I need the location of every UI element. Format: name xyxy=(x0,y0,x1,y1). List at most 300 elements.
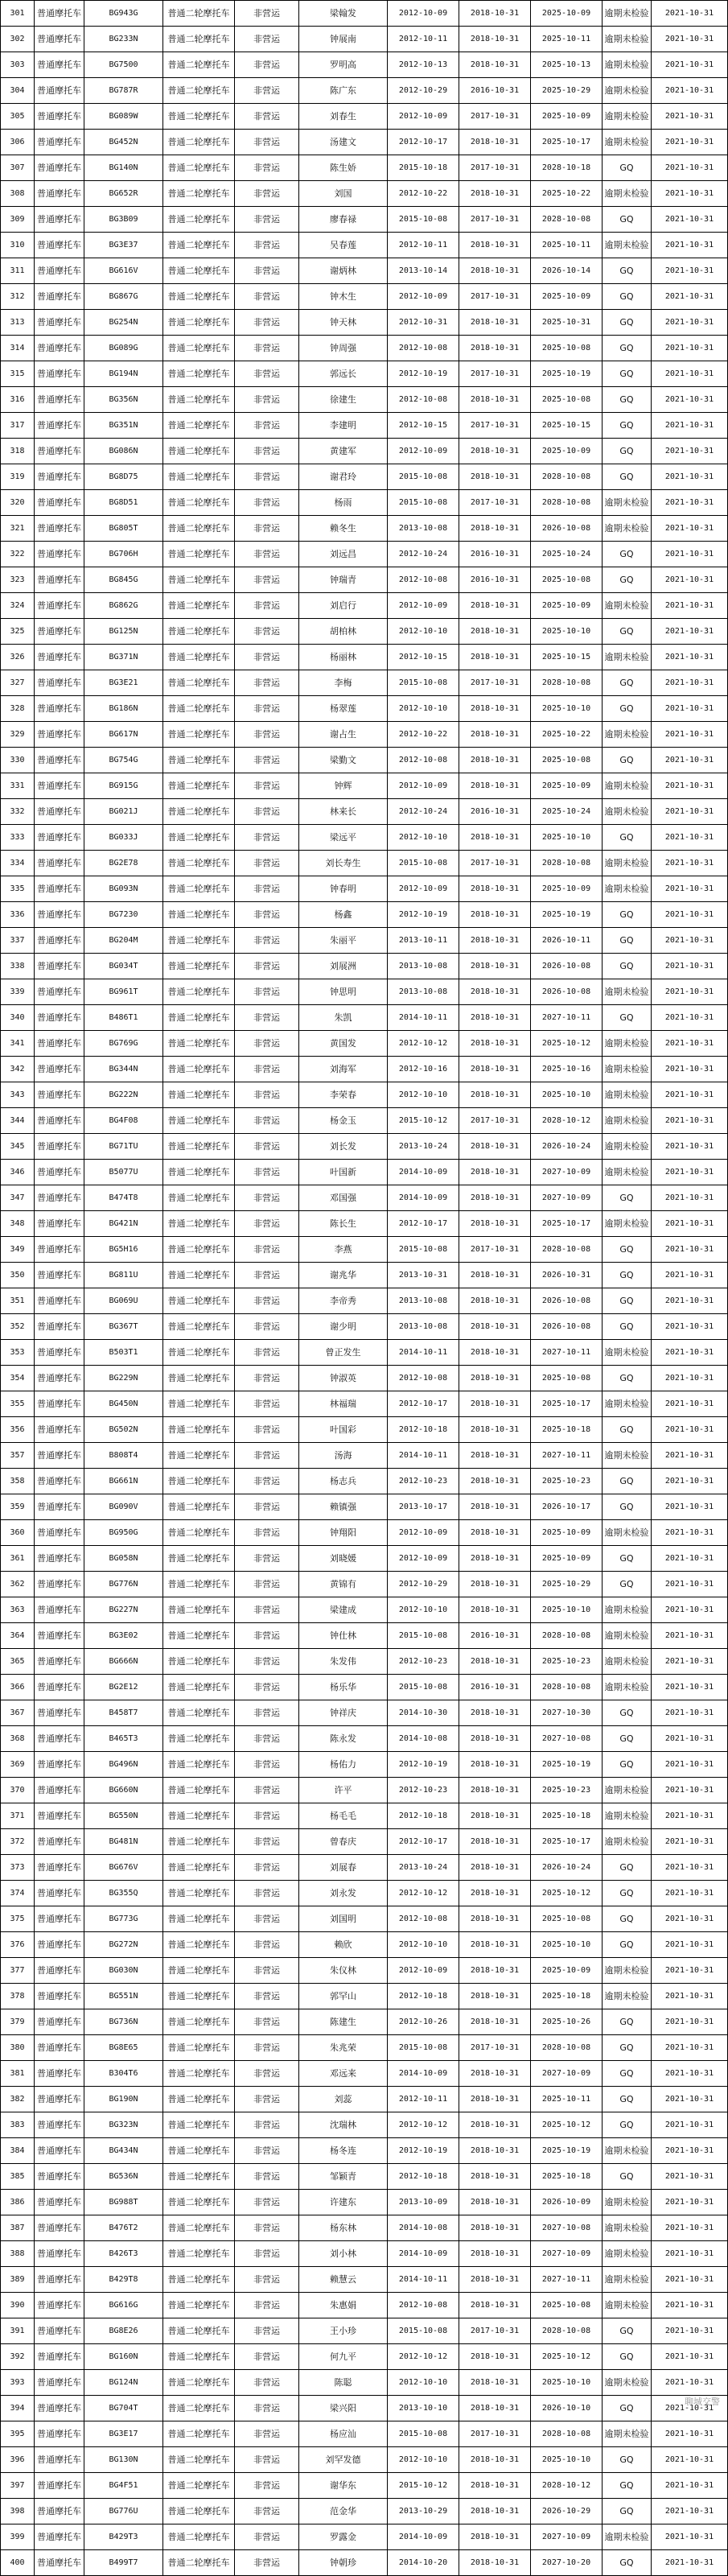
cell-index: 333 xyxy=(1,825,35,851)
cell-scrap-date: 2026-10-10 xyxy=(531,2396,603,2421)
cell-deadline-date: 2021-10-31 xyxy=(652,1263,728,1288)
cell-vehicle-type: 普通二轮摩托车 xyxy=(163,1469,235,1494)
cell-deadline-date: 2021-10-31 xyxy=(652,1546,728,1572)
cell-inspection-date: 2018-10-31 xyxy=(459,1572,531,1597)
cell-status: GQ xyxy=(603,2396,652,2421)
cell-scrap-date: 2025-10-10 xyxy=(531,696,603,722)
cell-vehicle-type: 普通二轮摩托车 xyxy=(163,1057,235,1082)
cell-plate-number: BG7230 xyxy=(84,902,163,928)
cell-scrap-date: 2025-10-23 xyxy=(531,1649,603,1675)
cell-plate-number: BG3E37 xyxy=(84,233,163,258)
cell-plate-number: BG058N xyxy=(84,1546,163,1572)
cell-index: 344 xyxy=(1,1108,35,1134)
cell-scrap-date: 2025-10-13 xyxy=(531,52,603,78)
cell-owner-name: 杨乐华 xyxy=(299,1675,388,1700)
cell-status: GQ xyxy=(603,2061,652,2087)
cell-plate-number: BG496N xyxy=(84,1752,163,1778)
cell-vehicle-type: 普通二轮摩托车 xyxy=(163,2035,235,2061)
cell-scrap-date: 2028-10-08 xyxy=(531,490,603,516)
cell-usage: 非营运 xyxy=(235,2293,299,2318)
cell-vehicle-category: 普通摩托车 xyxy=(35,2009,84,2035)
cell-vehicle-category: 普通摩托车 xyxy=(35,876,84,902)
cell-index: 369 xyxy=(1,1752,35,1778)
cell-status: GQ xyxy=(603,310,652,336)
cell-deadline-date: 2021-10-31 xyxy=(652,2241,728,2267)
cell-index: 343 xyxy=(1,1082,35,1108)
cell-index: 332 xyxy=(1,799,35,825)
table-row xyxy=(1,928,728,954)
cell-owner-name: 范金华 xyxy=(299,2499,388,2524)
cell-owner-name: 刘永发 xyxy=(299,1881,388,1906)
cell-deadline-date: 2021-10-31 xyxy=(652,1,728,27)
table-row xyxy=(1,1134,728,1160)
cell-owner-name: 杨翠莲 xyxy=(299,696,388,722)
cell-registration-date: 2012-10-10 xyxy=(388,2447,459,2473)
cell-plate-number: BG481N xyxy=(84,1829,163,1855)
cell-scrap-date: 2026-10-08 xyxy=(531,516,603,542)
cell-vehicle-category: 普通摩托车 xyxy=(35,207,84,233)
cell-vehicle-category: 普通摩托车 xyxy=(35,1494,84,1520)
cell-index: 322 xyxy=(1,542,35,567)
cell-status: GQ xyxy=(603,336,652,361)
cell-usage: 非营运 xyxy=(235,1494,299,1520)
cell-deadline-date: 2021-10-31 xyxy=(652,928,728,954)
cell-vehicle-type: 普通二轮摩托车 xyxy=(163,542,235,567)
cell-plate-number: BG704T xyxy=(84,2396,163,2421)
cell-vehicle-type: 普通二轮摩托车 xyxy=(163,2473,235,2499)
cell-plate-number: BG124N xyxy=(84,2370,163,2396)
cell-usage: 非营运 xyxy=(235,1417,299,1443)
cell-plate-number: BG773G xyxy=(84,1906,163,1932)
cell-plate-number: B503T1 xyxy=(84,1340,163,1366)
cell-registration-date: 2015-10-08 xyxy=(388,2035,459,2061)
cell-registration-date: 2013-10-24 xyxy=(388,1134,459,1160)
cell-scrap-date: 2025-10-10 xyxy=(531,619,603,645)
cell-vehicle-category: 普通摩托车 xyxy=(35,181,84,207)
cell-owner-name: 钟思明 xyxy=(299,979,388,1005)
cell-owner-name: 刘展春 xyxy=(299,1855,388,1881)
cell-vehicle-category: 普通摩托车 xyxy=(35,2267,84,2293)
cell-registration-date: 2012-10-23 xyxy=(388,1469,459,1494)
cell-inspection-date: 2018-10-31 xyxy=(459,233,531,258)
cell-owner-name: 刘晓媛 xyxy=(299,1546,388,1572)
cell-inspection-date: 2018-10-31 xyxy=(459,954,531,979)
cell-usage: 非营运 xyxy=(235,1984,299,2009)
cell-status: 逾期未检验 xyxy=(603,1082,652,1108)
cell-usage: 非营运 xyxy=(235,1726,299,1752)
cell-deadline-date: 2021-10-31 xyxy=(652,1134,728,1160)
cell-usage: 非营运 xyxy=(235,1391,299,1417)
cell-index: 397 xyxy=(1,2473,35,2499)
table-row xyxy=(1,284,728,310)
cell-vehicle-category: 普通摩托车 xyxy=(35,1185,84,1211)
cell-owner-name: 谢华东 xyxy=(299,2473,388,2499)
cell-vehicle-type: 普通二轮摩托车 xyxy=(163,284,235,310)
cell-inspection-date: 2017-10-31 xyxy=(459,207,531,233)
cell-plate-number: BG030N xyxy=(84,1958,163,1984)
cell-scrap-date: 2025-10-17 xyxy=(531,130,603,155)
cell-plate-number: B429T3 xyxy=(84,2524,163,2550)
table-row xyxy=(1,1057,728,1082)
cell-status: GQ xyxy=(603,1546,652,1572)
cell-vehicle-category: 普通摩托车 xyxy=(35,1700,84,1726)
cell-registration-date: 2012-10-18 xyxy=(388,1984,459,2009)
cell-index: 303 xyxy=(1,52,35,78)
cell-deadline-date: 2021-10-31 xyxy=(652,2164,728,2190)
cell-deadline-date: 2021-10-31 xyxy=(652,1391,728,1417)
cell-owner-name: 刘远昌 xyxy=(299,542,388,567)
cell-status: GQ xyxy=(603,1005,652,1031)
table-row xyxy=(1,1211,728,1237)
cell-status: GQ xyxy=(603,2447,652,2473)
cell-deadline-date: 2021-10-31 xyxy=(652,1237,728,1263)
cell-status: 逾期未检验 xyxy=(603,2370,652,2396)
cell-usage: 非营运 xyxy=(235,1778,299,1803)
cell-registration-date: 2012-10-15 xyxy=(388,645,459,670)
cell-status: GQ xyxy=(603,1469,652,1494)
cell-inspection-date: 2018-10-31 xyxy=(459,1597,531,1623)
cell-vehicle-type: 普通二轮摩托车 xyxy=(163,1572,235,1597)
cell-index: 359 xyxy=(1,1494,35,1520)
cell-owner-name: 梁勤文 xyxy=(299,748,388,773)
cell-inspection-date: 2018-10-31 xyxy=(459,1932,531,1958)
cell-status: GQ xyxy=(603,696,652,722)
cell-index: 350 xyxy=(1,1263,35,1288)
table-row xyxy=(1,1520,728,1546)
cell-registration-date: 2012-10-10 xyxy=(388,2370,459,2396)
cell-index: 304 xyxy=(1,78,35,104)
cell-deadline-date: 2021-10-31 xyxy=(652,567,728,593)
cell-deadline-date: 2021-10-31 xyxy=(652,1675,728,1700)
cell-plate-number: B5077U xyxy=(84,1160,163,1185)
cell-deadline-date: 2021-10-31 xyxy=(652,696,728,722)
cell-index: 346 xyxy=(1,1160,35,1185)
cell-status: 逾期未检验 xyxy=(603,2293,652,2318)
table-row xyxy=(1,1984,728,2009)
cell-registration-date: 2012-10-12 xyxy=(388,2344,459,2370)
cell-status: 逾期未检验 xyxy=(603,1958,652,1984)
cell-vehicle-type: 普通二轮摩托车 xyxy=(163,2009,235,2035)
cell-vehicle-category: 普通摩托车 xyxy=(35,1906,84,1932)
cell-vehicle-type: 普通二轮摩托车 xyxy=(163,1263,235,1288)
cell-vehicle-category: 普通摩托车 xyxy=(35,593,84,619)
cell-inspection-date: 2018-10-31 xyxy=(459,1263,531,1288)
cell-deadline-date: 2021-10-31 xyxy=(652,1572,728,1597)
cell-plate-number: BG660N xyxy=(84,1778,163,1803)
cell-status: GQ xyxy=(603,825,652,851)
table-row xyxy=(1,2138,728,2164)
cell-usage: 非营运 xyxy=(235,2318,299,2344)
cell-registration-date: 2012-10-13 xyxy=(388,52,459,78)
cell-inspection-date: 2018-10-31 xyxy=(459,2396,531,2421)
cell-owner-name: 邓远来 xyxy=(299,2061,388,2087)
table-row xyxy=(1,1263,728,1288)
cell-scrap-date: 2028-10-08 xyxy=(531,2421,603,2447)
cell-vehicle-category: 普通摩托车 xyxy=(35,2421,84,2447)
cell-index: 376 xyxy=(1,1932,35,1958)
cell-inspection-date: 2017-10-31 xyxy=(459,1108,531,1134)
cell-status: GQ xyxy=(603,1572,652,1597)
cell-registration-date: 2013-10-31 xyxy=(388,1263,459,1288)
cell-plate-number: BG186N xyxy=(84,696,163,722)
cell-deadline-date: 2021-10-31 xyxy=(652,2061,728,2087)
table-row xyxy=(1,902,728,928)
cell-vehicle-type: 普通二轮摩托车 xyxy=(163,2112,235,2138)
cell-usage: 非营运 xyxy=(235,1675,299,1700)
cell-scrap-date: 2025-10-09 xyxy=(531,104,603,130)
cell-owner-name: 李帝秀 xyxy=(299,1288,388,1314)
cell-status: 逾期未检验 xyxy=(603,181,652,207)
cell-status: GQ xyxy=(603,2112,652,2138)
cell-vehicle-type: 普通二轮摩托车 xyxy=(163,336,235,361)
cell-usage: 非营运 xyxy=(235,1134,299,1160)
cell-index: 345 xyxy=(1,1134,35,1160)
table-row xyxy=(1,1494,728,1520)
table-row xyxy=(1,1623,728,1649)
cell-index: 320 xyxy=(1,490,35,516)
cell-registration-date: 2013-10-09 xyxy=(388,2190,459,2215)
cell-plate-number: BG130N xyxy=(84,2447,163,2473)
cell-vehicle-category: 普通摩托车 xyxy=(35,284,84,310)
cell-index: 323 xyxy=(1,567,35,593)
cell-status: GQ xyxy=(603,258,652,284)
cell-usage: 非营运 xyxy=(235,1829,299,1855)
cell-owner-name: 徐建生 xyxy=(299,387,388,413)
cell-inspection-date: 2017-10-31 xyxy=(459,155,531,181)
cell-registration-date: 2012-10-09 xyxy=(388,593,459,619)
cell-vehicle-type: 普通二轮摩托车 xyxy=(163,722,235,748)
cell-inspection-date: 2016-10-31 xyxy=(459,799,531,825)
cell-usage: 非营运 xyxy=(235,1572,299,1597)
cell-registration-date: 2014-10-11 xyxy=(388,2267,459,2293)
cell-status: 逾期未检验 xyxy=(603,130,652,155)
cell-scrap-date: 2026-10-11 xyxy=(531,928,603,954)
cell-owner-name: 陈建生 xyxy=(299,2009,388,2035)
cell-registration-date: 2012-10-08 xyxy=(388,336,459,361)
cell-vehicle-category: 普通摩托车 xyxy=(35,1031,84,1057)
cell-vehicle-category: 普通摩托车 xyxy=(35,2344,84,2370)
cell-owner-name: 杨鑫 xyxy=(299,902,388,928)
table-row xyxy=(1,1778,728,1803)
table-row xyxy=(1,1108,728,1134)
cell-status: GQ xyxy=(603,954,652,979)
cell-usage: 非营运 xyxy=(235,361,299,387)
cell-vehicle-category: 普通摩托车 xyxy=(35,104,84,130)
cell-owner-name: 刘启行 xyxy=(299,593,388,619)
cell-scrap-date: 2025-10-08 xyxy=(531,1906,603,1932)
table-row xyxy=(1,52,728,78)
cell-vehicle-type: 普通二轮摩托车 xyxy=(163,52,235,78)
table-row xyxy=(1,310,728,336)
cell-scrap-date: 2025-10-16 xyxy=(531,1057,603,1082)
cell-deadline-date: 2021-10-31 xyxy=(652,825,728,851)
cell-status: 逾期未检验 xyxy=(603,233,652,258)
cell-scrap-date: 2025-10-12 xyxy=(531,1031,603,1057)
cell-owner-name: 谢炳林 xyxy=(299,258,388,284)
cell-status: 逾期未检验 xyxy=(603,1,652,27)
cell-registration-date: 2014-10-09 xyxy=(388,2241,459,2267)
cell-index: 334 xyxy=(1,851,35,876)
cell-plate-number: BG845G xyxy=(84,567,163,593)
cell-plate-number: BG3E21 xyxy=(84,670,163,696)
cell-registration-date: 2015-10-08 xyxy=(388,2421,459,2447)
cell-owner-name: 郭罕山 xyxy=(299,1984,388,2009)
cell-registration-date: 2012-10-11 xyxy=(388,2087,459,2112)
cell-vehicle-type: 普通二轮摩托车 xyxy=(163,1829,235,1855)
cell-registration-date: 2012-10-08 xyxy=(388,1906,459,1932)
cell-plate-number: BG950G xyxy=(84,1520,163,1546)
cell-owner-name: 陈长生 xyxy=(299,1211,388,1237)
cell-vehicle-type: 普通二轮摩托车 xyxy=(163,2215,235,2241)
cell-plate-number: BG069U xyxy=(84,1288,163,1314)
cell-inspection-date: 2017-10-31 xyxy=(459,1237,531,1263)
table-row xyxy=(1,2473,728,2499)
cell-plate-number: BG617N xyxy=(84,722,163,748)
table-row xyxy=(1,336,728,361)
cell-deadline-date: 2021-10-31 xyxy=(652,1340,728,1366)
cell-owner-name: 李荣春 xyxy=(299,1082,388,1108)
cell-plate-number: BG351N xyxy=(84,413,163,439)
cell-vehicle-category: 普通摩托车 xyxy=(35,1803,84,1829)
cell-plate-number: BG356N xyxy=(84,387,163,413)
cell-index: 385 xyxy=(1,2164,35,2190)
cell-scrap-date: 2026-10-17 xyxy=(531,1494,603,1520)
cell-registration-date: 2015-10-12 xyxy=(388,2473,459,2499)
cell-scrap-date: 2027-10-08 xyxy=(531,1726,603,1752)
cell-index: 379 xyxy=(1,2009,35,2035)
cell-registration-date: 2012-10-17 xyxy=(388,1211,459,1237)
cell-usage: 非营运 xyxy=(235,954,299,979)
cell-inspection-date: 2018-10-31 xyxy=(459,2138,531,2164)
cell-vehicle-type: 普通二轮摩托车 xyxy=(163,1031,235,1057)
cell-registration-date: 2013-10-08 xyxy=(388,516,459,542)
cell-vehicle-category: 普通摩托车 xyxy=(35,1649,84,1675)
cell-index: 310 xyxy=(1,233,35,258)
cell-inspection-date: 2018-10-31 xyxy=(459,130,531,155)
cell-registration-date: 2015-10-08 xyxy=(388,1623,459,1649)
cell-vehicle-type: 普通二轮摩托车 xyxy=(163,2061,235,2087)
cell-deadline-date: 2021-10-31 xyxy=(652,439,728,464)
table-row xyxy=(1,1160,728,1185)
cell-usage: 非营运 xyxy=(235,207,299,233)
cell-registration-date: 2012-10-08 xyxy=(388,2293,459,2318)
cell-usage: 非营运 xyxy=(235,336,299,361)
cell-vehicle-type: 普通二轮摩托车 xyxy=(163,1958,235,1984)
table-row xyxy=(1,1597,728,1623)
cell-inspection-date: 2018-10-31 xyxy=(459,1443,531,1469)
cell-scrap-date: 2027-10-11 xyxy=(531,1005,603,1031)
cell-inspection-date: 2018-10-31 xyxy=(459,2061,531,2087)
cell-vehicle-type: 普通二轮摩托车 xyxy=(163,2370,235,2396)
cell-scrap-date: 2025-10-08 xyxy=(531,567,603,593)
cell-index: 364 xyxy=(1,1623,35,1649)
cell-vehicle-category: 普通摩托车 xyxy=(35,773,84,799)
cell-index: 378 xyxy=(1,1984,35,2009)
cell-plate-number: BG915G xyxy=(84,773,163,799)
cell-vehicle-type: 普通二轮摩托车 xyxy=(163,851,235,876)
cell-index: 373 xyxy=(1,1855,35,1881)
cell-inspection-date: 2018-10-31 xyxy=(459,1520,531,1546)
cell-plate-number: B304T6 xyxy=(84,2061,163,2087)
cell-index: 382 xyxy=(1,2087,35,2112)
cell-inspection-date: 2018-10-31 xyxy=(459,1057,531,1082)
cell-scrap-date: 2026-10-14 xyxy=(531,258,603,284)
cell-usage: 非营运 xyxy=(235,567,299,593)
cell-status: GQ xyxy=(603,567,652,593)
cell-vehicle-type: 普通二轮摩托车 xyxy=(163,2267,235,2293)
cell-vehicle-category: 普通摩托车 xyxy=(35,1520,84,1546)
cell-status: 逾期未检验 xyxy=(603,27,652,52)
cell-plate-number: BG355Q xyxy=(84,1881,163,1906)
cell-inspection-date: 2018-10-31 xyxy=(459,1314,531,1340)
cell-scrap-date: 2025-10-19 xyxy=(531,361,603,387)
cell-scrap-date: 2028-10-08 xyxy=(531,1675,603,1700)
cell-registration-date: 2012-10-17 xyxy=(388,1829,459,1855)
cell-deadline-date: 2021-10-31 xyxy=(652,2447,728,2473)
cell-deadline-date: 2021-10-31 xyxy=(652,1623,728,1649)
cell-owner-name: 黄国发 xyxy=(299,1031,388,1057)
cell-status: 逾期未检验 xyxy=(603,1443,652,1469)
cell-status: 逾期未检验 xyxy=(603,516,652,542)
cell-usage: 非营运 xyxy=(235,2035,299,2061)
cell-deadline-date: 2021-10-31 xyxy=(652,902,728,928)
table-row xyxy=(1,2499,728,2524)
cell-scrap-date: 2025-10-09 xyxy=(531,1958,603,1984)
cell-inspection-date: 2018-10-31 xyxy=(459,1855,531,1881)
cell-status: 逾期未检验 xyxy=(603,1057,652,1082)
table-row xyxy=(1,1546,728,1572)
cell-usage: 非营运 xyxy=(235,645,299,670)
cell-inspection-date: 2018-10-31 xyxy=(459,1,531,27)
cell-plate-number: BG194N xyxy=(84,361,163,387)
cell-inspection-date: 2018-10-31 xyxy=(459,1700,531,1726)
cell-owner-name: 陈聪 xyxy=(299,2370,388,2396)
table-row xyxy=(1,2190,728,2215)
cell-owner-name: 郭远长 xyxy=(299,361,388,387)
cell-vehicle-type: 普通二轮摩托车 xyxy=(163,567,235,593)
cell-plate-number: BG661N xyxy=(84,1469,163,1494)
cell-status: 逾期未检验 xyxy=(603,2190,652,2215)
cell-registration-date: 2015-10-08 xyxy=(388,464,459,490)
cell-deadline-date: 2021-10-31 xyxy=(652,413,728,439)
cell-status: GQ xyxy=(603,361,652,387)
table-row xyxy=(1,387,728,413)
cell-vehicle-type: 普通二轮摩托车 xyxy=(163,928,235,954)
cell-deadline-date: 2021-10-31 xyxy=(652,2215,728,2241)
table-row xyxy=(1,1,728,27)
cell-index: 386 xyxy=(1,2190,35,2215)
table-row xyxy=(1,2396,728,2421)
cell-vehicle-category: 普通摩托车 xyxy=(35,825,84,851)
table-row xyxy=(1,1829,728,1855)
cell-registration-date: 2012-10-19 xyxy=(388,902,459,928)
cell-vehicle-type: 普通二轮摩托车 xyxy=(163,387,235,413)
cell-owner-name: 刘春生 xyxy=(299,104,388,130)
cell-index: 398 xyxy=(1,2499,35,2524)
table-row xyxy=(1,1005,728,1031)
cell-scrap-date: 2028-10-12 xyxy=(531,1108,603,1134)
table-row xyxy=(1,439,728,464)
cell-usage: 非营运 xyxy=(235,1958,299,1984)
cell-vehicle-type: 普通二轮摩托车 xyxy=(163,2087,235,2112)
cell-plate-number: B486T1 xyxy=(84,1005,163,1031)
cell-usage: 非营运 xyxy=(235,1031,299,1057)
cell-owner-name: 钟仕林 xyxy=(299,1623,388,1649)
cell-scrap-date: 2028-10-08 xyxy=(531,1623,603,1649)
table-row xyxy=(1,2447,728,2473)
cell-deadline-date: 2021-10-31 xyxy=(652,181,728,207)
cell-status: 逾期未检验 xyxy=(603,1520,652,1546)
